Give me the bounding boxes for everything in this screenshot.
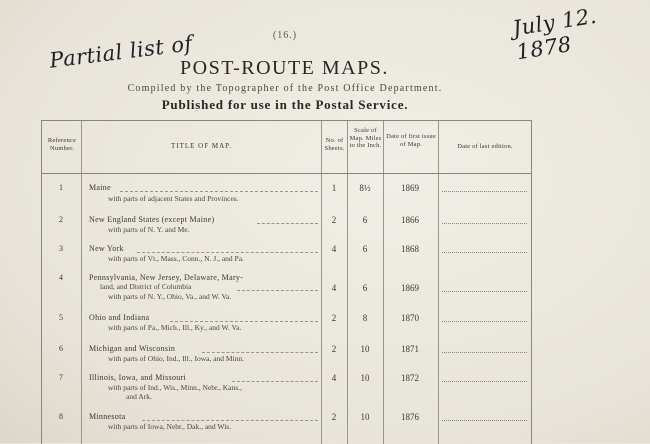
sheet-count: 4	[331, 244, 337, 254]
leader-line	[120, 191, 318, 192]
header-sheets: No. of Sheets.	[324, 137, 345, 152]
map-title: Ohio and Indiana	[89, 313, 150, 322]
map-parts: with parts of Pa., Mich., Ill., Ky., and W. Va.	[108, 323, 242, 332]
first-issue-date: 1868	[401, 244, 419, 254]
sheet-count: 2	[331, 313, 337, 323]
last-edition-blank	[442, 321, 527, 322]
first-issue-date: 1869	[401, 183, 419, 193]
header-scale: Scale of Map. Miles to the Inch.	[349, 127, 382, 149]
ref-number: 6	[59, 344, 63, 353]
leader-line	[257, 223, 318, 224]
sheet-count: 4	[331, 373, 337, 383]
ref-number: 7	[59, 373, 63, 382]
column-divider	[81, 121, 82, 444]
map-scale: 10	[360, 412, 370, 422]
header-ref: Reference Number.	[47, 137, 77, 152]
document-title: POST-ROUTE MAPS.	[180, 57, 389, 79]
sheet-count: 1	[331, 183, 337, 193]
sheet-count: 2	[331, 215, 337, 225]
map-title: New York	[89, 244, 124, 253]
map-scale: 6	[362, 244, 368, 254]
ref-number: 1	[59, 183, 63, 192]
first-issue-date: 1871	[401, 344, 419, 354]
ref-number: 2	[59, 215, 63, 224]
map-scale: 6	[362, 215, 368, 225]
map-parts: with parts of adjacent States and Provinces.	[108, 194, 239, 203]
last-edition-blank	[442, 291, 527, 292]
compiled-by-line: Compiled by the Topographer of the Post Office Department.	[127, 83, 443, 94]
last-edition-blank	[442, 191, 527, 192]
map-scale: 8	[362, 313, 368, 323]
sheet-count: 2	[331, 412, 337, 422]
header-rule	[42, 173, 531, 174]
published-line: Published for use in the Postal Service.	[161, 97, 409, 112]
map-parts: with parts of Ind., Wis., Minn., Nebr., Kans.,	[108, 383, 242, 392]
ref-number: 5	[59, 313, 63, 322]
sheet-count: 4	[331, 283, 337, 293]
handwritten-date: July 12. 1878	[511, 3, 599, 65]
map-scale: 10	[360, 373, 370, 383]
leader-line	[137, 252, 318, 253]
map-title: Minnesota	[89, 412, 126, 421]
leader-line	[202, 352, 318, 353]
map-parts: with parts of Vt., Mass., Conn., N. J., and Pa.	[108, 254, 244, 263]
map-scale: 10	[360, 344, 370, 354]
header-date-last: Date of last edition.	[457, 143, 513, 150]
map-title: Maine	[89, 183, 111, 192]
first-issue-date: 1870	[401, 313, 419, 323]
maps-table	[41, 120, 532, 444]
first-issue-date: 1872	[401, 373, 419, 383]
page-number: (16.)	[272, 30, 298, 41]
map-parts-continued: and Ark.	[126, 392, 152, 401]
header-date-first: Date of first issue of Map.	[386, 133, 436, 148]
map-title: Illinois, Iowa, and Missouri	[89, 373, 187, 382]
map-title: Pennsylvania, New Jersey, Delaware, Mary-	[89, 273, 244, 282]
map-parts: with parts of N. Y., Ohio, Va., and W. Va.	[108, 292, 232, 301]
sheet-count: 2	[331, 344, 337, 354]
first-issue-date: 1869	[401, 283, 419, 293]
first-issue-date: 1876	[401, 412, 419, 422]
map-scale: 6	[362, 283, 368, 293]
last-edition-blank	[442, 381, 527, 382]
last-edition-blank	[442, 252, 527, 253]
column-divider	[438, 121, 439, 444]
map-parts: with parts of Iowa, Nebr., Dak., and Wis.	[108, 422, 232, 431]
map-title-continued: land, and District of Columbia	[100, 282, 192, 291]
last-edition-blank	[442, 420, 527, 421]
map-title: New England States (except Maine)	[89, 215, 215, 224]
map-scale: 8½	[359, 183, 371, 193]
leader-line	[237, 290, 318, 291]
leader-line	[170, 321, 318, 322]
ref-number: 4	[59, 273, 63, 282]
ref-number: 3	[59, 244, 63, 253]
handwritten-prefix: Partial list of	[48, 31, 194, 73]
map-parts: with parts of Ohio, Ind., Ill., Iowa, and Minn.	[108, 354, 245, 363]
map-parts: with parts of N. Y. and Me.	[108, 225, 190, 234]
leader-line	[232, 381, 318, 382]
last-edition-blank	[442, 352, 527, 353]
leader-line	[142, 420, 318, 421]
ref-number: 8	[59, 412, 63, 421]
first-issue-date: 1866	[401, 215, 419, 225]
header-title: TITLE OF MAP.	[170, 142, 233, 150]
last-edition-blank	[442, 223, 527, 224]
map-title: Michigan and Wisconsin	[89, 344, 176, 353]
